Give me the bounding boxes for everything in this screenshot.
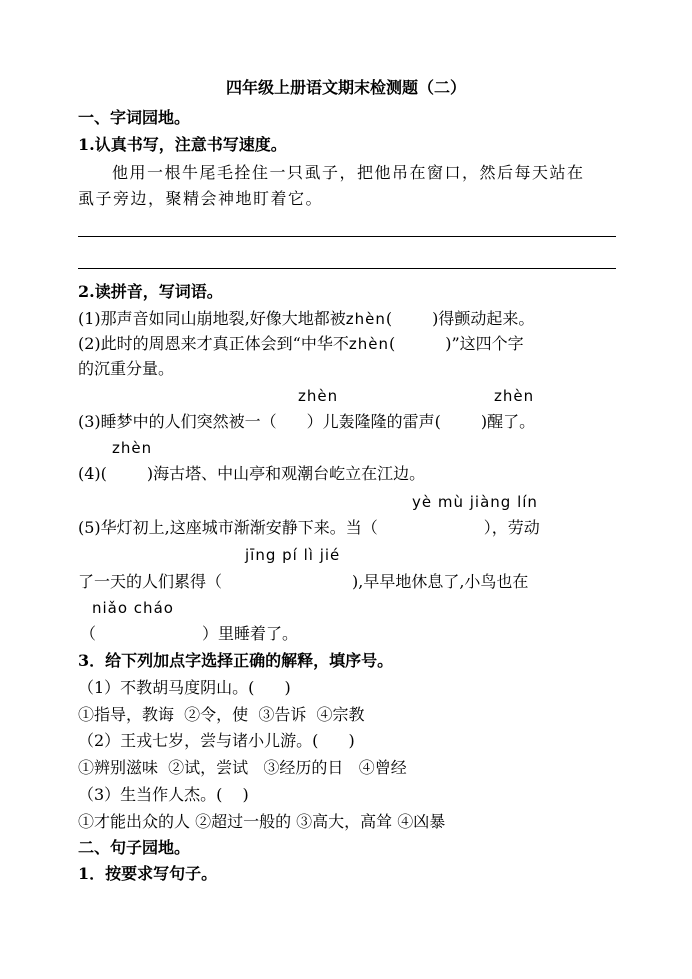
item1-text-c: )得颤动起来。 xyxy=(432,309,535,328)
writing-line-1 xyxy=(78,236,616,237)
item3-pinyin-2: zhèn xyxy=(494,387,535,405)
item3-text-b: ）儿轰隆隆的雷声( xyxy=(306,412,441,431)
item4-pinyin: zhèn xyxy=(112,439,153,457)
item5-text-b: ），劳动 xyxy=(483,518,540,537)
section2-heading: 二、句子园地。 xyxy=(78,838,191,857)
item2-text-b: ( xyxy=(388,334,396,353)
section1-heading: 一、字词园地。 xyxy=(78,108,191,127)
item5-text-c: 了一天的人们累得（ xyxy=(78,572,223,591)
q3-item1 xyxy=(78,678,291,698)
item1-text-a: (1)那声音如同山崩地裂,好像大地都被 xyxy=(78,309,346,328)
copy-text-line2: 虱子旁边，聚精会神地盯着它。 xyxy=(78,189,324,208)
q2-item3 xyxy=(78,412,535,432)
writing-line-2 xyxy=(78,268,616,269)
item5-pinyin-3: niǎo cháo xyxy=(92,599,174,617)
item1-pinyin: zhèn xyxy=(345,310,386,328)
q3-item1-options: ①指导，教诲 ②令，使 ③告诉 ④宗教 xyxy=(78,705,365,724)
item2-text-a: (2)此时的周恩来才真正体会到“中华不 xyxy=(78,334,349,353)
q2-item5-line3 xyxy=(80,624,298,644)
q2-item2 xyxy=(78,334,524,354)
item5-text-d: ),早早地休息了,小鸟也在 xyxy=(352,572,529,591)
copy-text-line1: 他用一根牛尾毛拴住一只虱子，把他吊在窗口，然后每天站在 xyxy=(112,163,585,182)
q2-item2-cont: 的沉重分量。 xyxy=(78,359,175,378)
q3-item1-close: ) xyxy=(284,678,291,697)
q3-item2-options: ①辨别滋味 ②试，尝试 ③经历的日 ④曾经 xyxy=(78,758,407,777)
item5-text-a: (5)华灯初上,这座城市渐渐安静下来。当（ xyxy=(78,518,378,537)
item2-pinyin: zhèn xyxy=(348,335,389,353)
q3-item3-close: ) xyxy=(242,785,249,804)
item1-text-b: ( xyxy=(385,309,393,328)
item5-pinyin-1: yè mù jiàng lín xyxy=(412,493,538,511)
item4-text-b: )海古塔、中山亭和观潮台屹立在江边。 xyxy=(146,464,426,483)
q3-item2-close: ) xyxy=(348,731,355,750)
q3-item3-text: （3）生当作人杰。( xyxy=(78,785,223,804)
q3-item3 xyxy=(78,785,249,805)
item3-pinyin-1: zhèn xyxy=(298,387,339,405)
item3-text-a: (3)睡梦中的人们突然被一（ xyxy=(78,412,277,431)
s2-q1-heading: 1．按要求写句子。 xyxy=(78,864,218,883)
q3-heading: 3．给下列加点字选择正确的解释，填序号。 xyxy=(78,651,394,670)
item2-text-c: )”这四个字 xyxy=(445,334,524,353)
q2-item1 xyxy=(78,309,534,329)
q3-item3-options: ①才能出众的人 ②超过一般的 ③高大，高耸 ④凶暴 xyxy=(78,812,446,831)
page-title: 四年级上册语文期末检测题（二） xyxy=(225,78,466,97)
q1-heading: 1.认真书写，注意书写速度。 xyxy=(78,135,287,154)
q3-item1-text: （1）不教胡马度阴山。( xyxy=(78,678,255,697)
q3-item2-text: （2）王戎七岁，尝与诸小儿游。( xyxy=(78,731,319,750)
item5-pinyin-2: jīng pí lì jié xyxy=(245,546,341,564)
q2-item5-line1 xyxy=(78,518,540,538)
item3-text-c: )醒了。 xyxy=(480,412,536,431)
q2-heading: 2.读拼音，写词语。 xyxy=(78,282,223,301)
q2-item5-line2 xyxy=(78,572,528,592)
q3-item2 xyxy=(78,731,355,751)
item5-text-e: （ xyxy=(80,624,97,643)
item5-text-f: ）里睡着了。 xyxy=(202,624,299,643)
q2-item4 xyxy=(78,464,425,484)
item4-text-a: (4)( xyxy=(78,464,107,483)
